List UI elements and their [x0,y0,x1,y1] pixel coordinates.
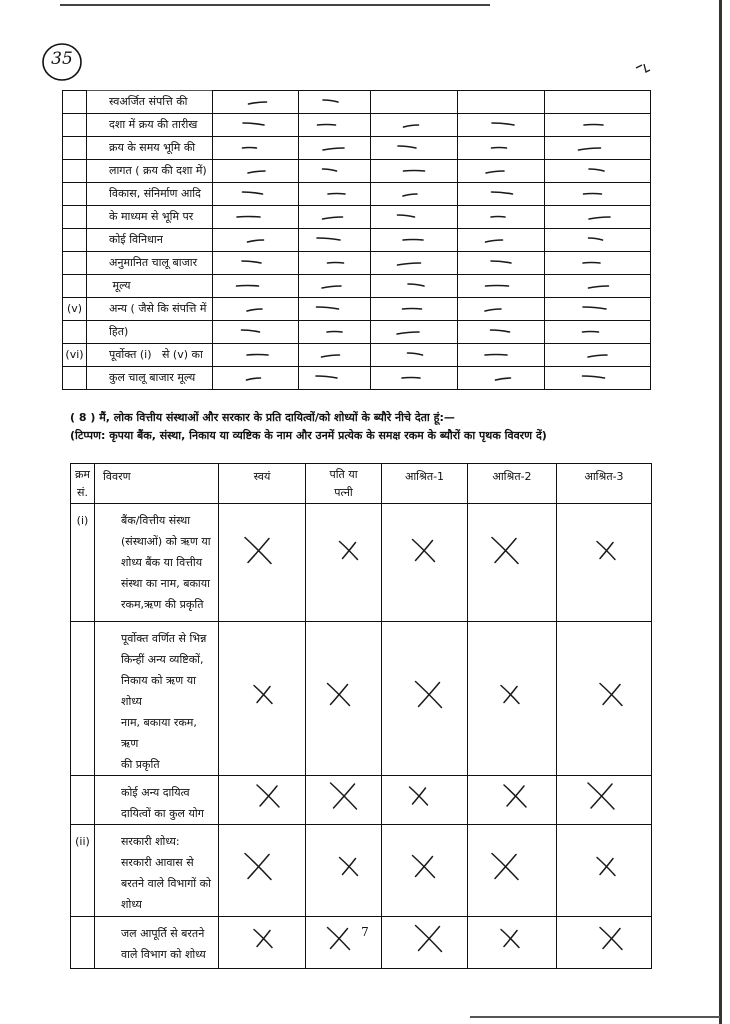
header-description: विवरण [95,464,219,504]
handwritten-dash [486,286,509,287]
row-description: बैंक/वित्तीय संस्था (संस्थाओं) को ऋण या शोध्य बैंक या वित्तीय संस्था का नाम, बकाया रकम,ऋण की प्रकृति [95,504,219,622]
handwritten-dash [328,263,344,264]
handwritten-dash [397,332,419,334]
handwritten-dash [248,171,265,173]
handwritten-dash [584,125,603,126]
row-label: अनुमानित चालू बाजार [87,252,213,275]
handwritten-dash [402,378,420,379]
handwritten-dash [237,286,259,287]
handwritten-dash [249,102,267,104]
handwritten-dash [404,171,425,172]
page-number: 7 [361,925,369,939]
handwritten-dash [323,148,344,150]
handwritten-dash [323,217,343,219]
handwritten-dash [486,171,504,173]
handwritten-dash [316,376,337,378]
header-dependent-2: आश्रित-2 [468,464,557,504]
handwritten-dash [243,148,257,149]
section-8-note: (टिप्पण: कृपया बैंक, संस्था, निकाय या व्यष्टिक के नाम और उनमें प्रत्येक के समक्ष रकम के ब्यौरों का पृथक विवरण दें) [70,429,547,442]
handwritten-dash [243,123,264,125]
handwritten-dash [317,307,339,309]
handwritten-dash [491,330,510,332]
handwritten-dash [328,194,345,195]
handwritten-dash [408,353,423,355]
handwritten-dash [492,123,514,125]
header-sr-no: क्रम सं. [71,464,95,504]
handwritten-dash [323,169,337,171]
row-label: अन्य ( जैसे कि संपत्ति में [87,298,213,321]
handwritten-dash [403,240,423,241]
handwritten-dash [247,355,268,356]
handwritten-dash [317,238,340,240]
handwritten-dash [485,355,507,356]
header-spouse: पति या पत्नी [306,464,382,504]
handwritten-dash [247,378,261,380]
handwritten-dash [583,263,600,264]
handwritten-dash [491,217,505,218]
handwritten-dash [589,286,609,288]
handwritten-dash [327,332,342,333]
handwritten-dash [322,355,340,357]
handwritten-dash [583,332,599,333]
handwritten-dash [583,376,605,378]
row-description: सरकारी शोध्य: सरकारी आवास से बरतने वाले विभागों को शोध्य [95,825,219,917]
handwritten-dash [584,194,602,195]
handwritten-dash [237,217,260,218]
row-label: के माध्यम से भूमि पर [87,206,213,229]
handwritten-dash [588,355,607,357]
row-label: स्वअर्जित संपत्ति की [87,91,213,114]
handwritten-dash [242,261,261,263]
handwritten-dash [492,192,513,194]
handwritten-dash [243,192,263,194]
handwritten-dash [398,146,416,148]
handwritten-dash [579,148,601,150]
row-label: पूर्वोक्त (i) से (v) का [87,344,213,367]
page-mark-text: 35 [51,49,73,69]
row-index: (i) [71,504,95,622]
handwritten-dash [398,215,415,217]
handwritten-dash [589,238,603,240]
handwritten-dash [583,307,606,309]
handwritten-dash [589,217,610,219]
handwritten-dash [408,284,424,286]
row-description: कोई अन्य दायित्व दायित्वों का कुल योग [95,776,219,825]
handwritten-dash [403,309,422,310]
row-description: पूर्वोक्त वर्णित से भिन्न किन्हीं अन्य व्यष्टिकों, निकाय को ऋण या शोध्य नाम, बकाया रकम, ऋण की प्रकृति [95,622,219,776]
header-dependent-3: आश्रित-3 [557,464,652,504]
row-label: कोई विनिधान [87,229,213,252]
row-label: विकास, संनिर्माण आदि [87,183,213,206]
handwritten-dash [485,309,501,311]
handwritten-dash [589,169,604,171]
handwritten-dash [403,194,417,196]
section-8-heading: ( 8 ) मैं, लोक वित्तीय संस्थाओं और सरकार के प्रति दायित्वों/को शोध्यों के ब्यौरे नीचे देता हूं:— [70,411,455,424]
row-label: क्रय के समय भूमि की [87,137,213,160]
handwritten-dash [247,309,262,311]
row-label: मूल्य [87,275,213,298]
row-label: लागत ( क्रय की दशा में) [87,160,213,183]
handwritten-dash [242,330,260,332]
handwritten-dash [322,286,341,288]
header-self: स्वयं [219,464,306,504]
row-index: (vi) [63,344,87,367]
row-index: (ii) [71,825,95,917]
row-description: जल आपूर्ति से बरतने वाले विभाग को शोध्य [95,917,219,969]
row-index: (v) [63,298,87,321]
handwritten-dash [398,263,421,265]
row-label: कुल चालू बाजार मूल्य [87,367,213,390]
handwritten-dash [492,148,507,149]
handwritten-dash [486,240,503,242]
handwritten-dash [318,125,336,126]
row-label: हित) [87,321,213,344]
handwritten-dash [248,240,264,242]
row-label: दशा में क्रय की तारीख [87,114,213,137]
handwritten-dash [404,125,419,127]
handwritten-dash [496,378,511,380]
handwritten-dash [491,261,511,263]
header-dependent-1: आश्रित-1 [382,464,468,504]
handwritten-dash [323,100,338,102]
